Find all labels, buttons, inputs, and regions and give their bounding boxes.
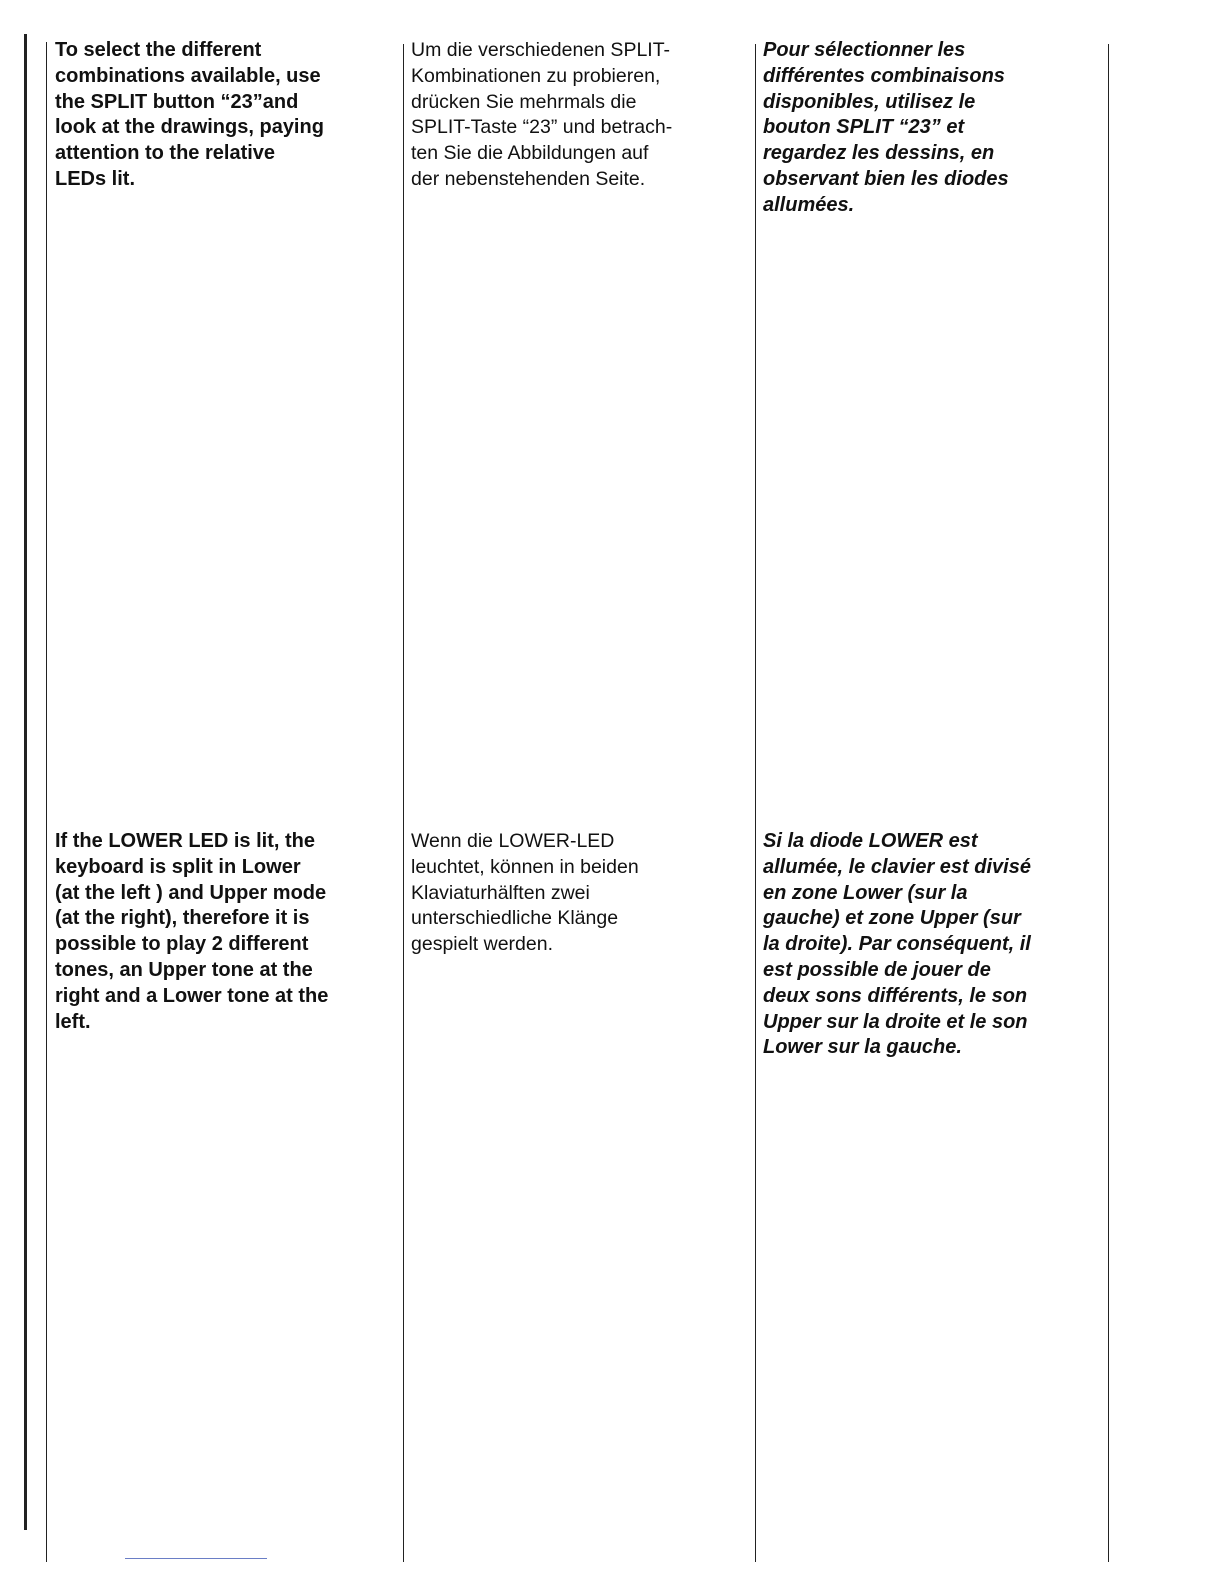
german-paragraph-split-selection: Um die verschiedenen SPLIT- Kombinationen zu probieren, drücken Sie mehrmals die SPLIT-Taste “23” und betrach- ten Sie die Abbildungen auf der nebenstehenden Seite. bbox=[411, 39, 673, 190]
english-paragraph-split-selection: To select the different combinations available, use the SPLIT button “23”and look at the drawings, paying attention to the relative LEDs lit. bbox=[55, 39, 324, 190]
french-paragraph-split-selection: Pour sélectionner les différentes combinaisons disponibles, utilisez le bouton SPLIT “23” et regardez les dessins, en observant bien les diodes allumées. bbox=[763, 39, 1009, 216]
column-rule-right bbox=[1108, 44, 1109, 1562]
german-paragraph-lower-led: Wenn die LOWER-LED leuchtet, können in beiden Klaviaturhälften zwei unterschiedliche Klänge gespielt werden. bbox=[411, 830, 639, 956]
page-edge-bar bbox=[24, 34, 27, 1530]
footer-underline bbox=[125, 1558, 267, 1559]
english-paragraph-lower-led: If the LOWER LED is lit, the keyboard is split in Lower (at the left ) and Upper mode (at the right), therefore it is possible to play 2 different tones, an Upper tone at the right and a Lower tone at the left. bbox=[55, 830, 329, 1033]
column-rule-english-german bbox=[403, 44, 404, 1562]
column-rule-german-french bbox=[755, 44, 756, 1562]
column-rule-left bbox=[46, 42, 47, 1562]
french-paragraph-lower-led: Si la diode LOWER est allumée, le clavier est divisé en zone Lower (sur la gauche) et zone Upper (sur la droite). Par conséquent, il est possible de jouer de deux sons différents, le son Upper sur la droite et le son Lower sur la gauche. bbox=[763, 830, 1031, 1059]
